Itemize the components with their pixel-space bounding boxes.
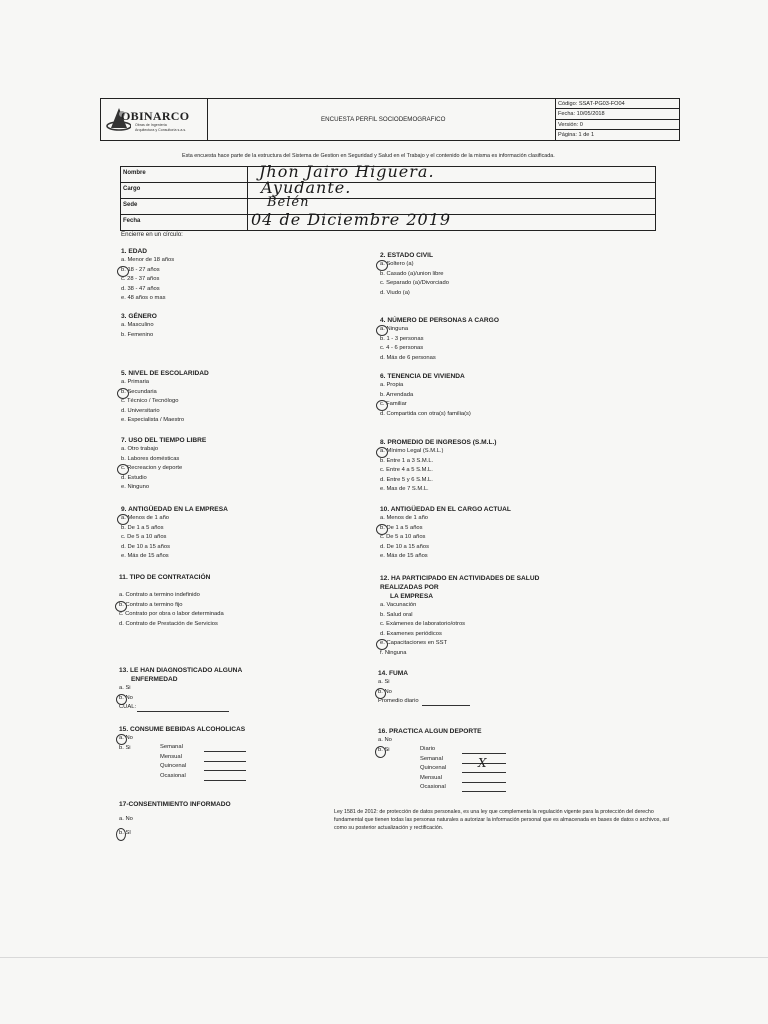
q6-opt-b[interactable]: b. Arrendada xyxy=(380,391,414,398)
cual-line xyxy=(137,711,229,712)
q7-title: 7. USO DEL TIEMPO LIBRE xyxy=(121,437,207,444)
selection-circle xyxy=(376,325,388,336)
question-5 xyxy=(121,369,209,426)
q1-opt-b[interactable] xyxy=(121,266,174,276)
sede-value[interactable]: Belén xyxy=(267,195,310,210)
q1-opt-b-label: b. 18 - 27 años xyxy=(121,266,160,273)
selection-circle xyxy=(376,400,388,411)
freq-line xyxy=(462,791,506,792)
q13-title-1: 13. LE HAN DIAGNOSTICADO ALGUNA xyxy=(119,667,243,674)
freq-line xyxy=(462,772,506,773)
codigo: Código: SSAT-PG03-FO04 xyxy=(556,99,680,109)
q16-opt-b-label: b. Si xyxy=(378,746,390,753)
q14-promedio-label: Promedio diario xyxy=(378,698,419,705)
instruction: Encierre en un círculo: xyxy=(121,231,183,238)
q15-freq-ocasional-label: Ocasional xyxy=(160,772,186,779)
selection-circle xyxy=(117,388,129,399)
q6-opt-a[interactable]: a. Propia xyxy=(380,382,404,388)
q9-opt-e[interactable]: e. Más de 15 años xyxy=(121,553,169,560)
q13-title-2: ENFERMEDAD xyxy=(131,676,178,683)
q8-opt-a-label: a. Mínimo Legal (S.M.L.) xyxy=(380,448,444,454)
q13-opt-b-label: b. No xyxy=(119,694,133,701)
fecha-label: Fecha xyxy=(123,218,141,224)
question-6 xyxy=(380,372,471,419)
document-header xyxy=(100,98,680,141)
q11-opt-b[interactable] xyxy=(119,601,224,611)
nombre-label: Nombre xyxy=(123,170,146,176)
q7-opt-c-label: c. Recreacion y deporte xyxy=(121,465,183,472)
q8-opt-e[interactable]: e. Mas de 7 S.M.L. xyxy=(380,486,429,493)
q5-opt-d[interactable]: d. Universitario xyxy=(121,407,160,414)
q16-opt-a[interactable]: a. No xyxy=(378,737,392,743)
freq-line xyxy=(204,761,246,762)
q2-opt-b[interactable]: b. Casado (a)/union libre xyxy=(380,270,444,277)
q15-freq-mensual[interactable] xyxy=(160,753,186,763)
q7-opt-c[interactable] xyxy=(121,464,206,474)
q14-title: 14. FUMA xyxy=(378,670,409,677)
logo-sub-2: Arquitectura y Consultoría s.a.s. xyxy=(135,127,187,132)
cargo-row xyxy=(121,178,655,199)
q4-opt-a-label: a. Ninguna xyxy=(380,326,409,332)
sede-label: Sede xyxy=(123,202,138,208)
question-1 xyxy=(121,247,174,304)
q15-freq-mensual-label: Mensual xyxy=(160,753,182,760)
question-2 xyxy=(380,251,449,298)
q16-freq-ocasional[interactable] xyxy=(420,783,446,793)
q8-title: 8. PROMEDIO DE INGRESOS (S.M.L.) xyxy=(380,439,497,446)
q2-opt-a-label: a. Soltero (a) xyxy=(380,261,414,267)
q10-opt-a[interactable]: a. Menos de 1 año xyxy=(380,515,429,521)
question-11 xyxy=(119,573,224,629)
q12-opt-b[interactable]: b. Salud oral xyxy=(380,611,413,618)
question-9 xyxy=(121,505,228,562)
fecha-doc: Fecha: 10/05/2018 xyxy=(556,109,680,119)
freq-line xyxy=(204,751,246,752)
q7-opt-a[interactable]: a. Otro trabajo xyxy=(121,446,159,452)
version: Versión: 0 xyxy=(556,120,680,130)
q2-opt-a[interactable] xyxy=(380,260,449,270)
q3-title: 3. GÉNERO xyxy=(121,313,157,320)
question-7 xyxy=(121,436,206,493)
q6-opt-c-label: c. Familiar xyxy=(380,401,407,408)
q7-opt-b[interactable]: b. Labores domésticas xyxy=(121,455,180,462)
q4-opt-b[interactable]: b. 1 - 3 personas xyxy=(380,335,424,342)
pagina: Página: 1 de 1 xyxy=(558,131,595,138)
question-8 xyxy=(380,438,497,495)
selection-circle xyxy=(376,447,388,458)
q5-opt-c[interactable]: c. Técnico / Tecnólogo xyxy=(121,398,179,405)
selection-circle xyxy=(115,601,127,612)
q14-promedio[interactable] xyxy=(378,697,419,707)
q5-opt-a[interactable]: a. Primaria xyxy=(121,379,150,385)
freq-line xyxy=(462,782,506,783)
q16-frequency xyxy=(420,745,487,793)
q7-opt-e[interactable]: e. Ninguno xyxy=(121,484,150,491)
q12-title-3: LA EMPRESA xyxy=(390,593,433,600)
selection-circle xyxy=(376,524,388,535)
document-control-cell xyxy=(555,99,680,140)
question-13 xyxy=(119,666,242,713)
selection-circle xyxy=(116,828,126,841)
q12-title-1: 12. HA PARTICIPADO EN ACTIVIDADES DE SALUD xyxy=(380,575,540,582)
q15-freq-quincenal[interactable] xyxy=(160,762,186,772)
q16-freq-diario[interactable] xyxy=(420,745,446,755)
q1-opt-a[interactable]: a. Menor de 18 años xyxy=(121,257,175,263)
fecha-row xyxy=(121,210,655,230)
question-14 xyxy=(378,669,419,707)
q4-opt-c[interactable]: c. 4 - 6 personas xyxy=(380,345,424,352)
question-17 xyxy=(119,800,231,838)
q17-title: 17-CONSENTIMIENTO INFORMADO xyxy=(119,801,231,808)
q6-opt-c[interactable] xyxy=(380,400,471,410)
q8-opt-b[interactable]: b. Entre 1 a 3 S.M.L. xyxy=(380,457,434,464)
intro-text: Esta encuesta hace parte de la estructura del Sistema de Gestion en Seguridad y Salud en el Trabajo y el contenido de la misma es información clasificada. xyxy=(182,153,555,159)
q9-opt-a-label: a. Menos de 1 año xyxy=(121,515,170,521)
q13-cual-label: CUAL: xyxy=(119,704,137,711)
q15-opt-a-label: a. No xyxy=(119,735,133,741)
q15-opt-b[interactable]: b. Si xyxy=(119,744,131,751)
q12-title-2: REALIZADAS POR xyxy=(380,584,439,591)
q12-opt-d[interactable]: d. Examenes periódicos xyxy=(380,630,442,637)
scan-edge-line xyxy=(0,957,768,958)
cargo-value[interactable]: Ayudante. xyxy=(261,178,352,197)
q17-opt-b-label: b. SI xyxy=(119,829,131,836)
q5-title: 5. NIVEL DE ESCOLARIDAD xyxy=(121,370,209,377)
logo-sub-1: Obras de Ingeniería xyxy=(135,123,167,127)
q15-freq-quincenal-label: Quincenal xyxy=(160,763,187,770)
selection-circle xyxy=(116,734,127,745)
q12-opt-f[interactable]: f. Ninguna xyxy=(380,649,407,656)
freq-line xyxy=(462,753,506,754)
q5-opt-e[interactable]: e. Especialista / Maestro xyxy=(121,417,185,424)
q16-freq-mensual[interactable] xyxy=(420,774,446,784)
q15-freq-semanal-label: Semanal xyxy=(160,744,183,750)
q2-title: 2. ESTADO CIVIL xyxy=(380,252,434,259)
nombre-value[interactable]: Jhon Jairo Higuera. xyxy=(259,162,435,181)
q13-opt-a[interactable]: a. Si xyxy=(119,685,131,691)
q16-freq-quincenal-label: Quincenal xyxy=(420,765,447,772)
promedio-line xyxy=(422,705,470,706)
cargo-label: Cargo xyxy=(123,186,141,192)
q11-opt-a[interactable]: a. Contrato a termino indefinido xyxy=(119,592,200,598)
q8-opt-c[interactable]: c. Entre 4 a 5 S.M.L. xyxy=(380,467,433,474)
q9-opt-d[interactable]: d. De 10 a 15 años xyxy=(121,543,170,550)
q12-opt-c[interactable]: c. Exámenes de laboratorio/otros xyxy=(380,621,466,628)
q16-freq-semanal-label: Semanal xyxy=(420,755,443,762)
q13-cual[interactable] xyxy=(119,703,242,713)
q4-opt-a[interactable] xyxy=(380,325,499,335)
q11-title: 11. TIPO DE CONTRATACIÓN xyxy=(119,574,211,581)
selection-circle xyxy=(117,464,129,475)
freq-line xyxy=(204,770,246,771)
q4-opt-d[interactable]: d. Más de 6 personas xyxy=(380,354,436,361)
question-3 xyxy=(121,312,157,340)
q12-opt-e-label: e. Capacitaciones en SST xyxy=(380,640,448,647)
q15-freq-ocasional[interactable] xyxy=(160,772,186,782)
identity-table xyxy=(120,162,656,231)
logo-subtitle xyxy=(135,123,186,132)
selection-circle xyxy=(117,266,129,277)
nombre-row xyxy=(121,162,655,183)
q16-title: 16. PRACTICA ALGUN DEPORTE xyxy=(378,728,482,735)
q9-opt-b[interactable]: b. De 1 a 5 años xyxy=(121,524,164,531)
question-4 xyxy=(380,316,499,363)
q15-freq-semanal[interactable] xyxy=(160,743,186,753)
q6-opt-d[interactable]: d. Compartida con otra(s) familia(s) xyxy=(380,410,471,417)
q9-opt-a[interactable] xyxy=(121,514,228,524)
ley-1581-notice: Ley 1581 de 2012: de protección de datos personales, es una ley que complementa la regulación vigente para la protección del derecho fundamental que tienen todas las personas naturales a autorizar la información personal que es almacenada en bases de datos o archivos, así como su posterior actualización y rectificación. xyxy=(334,809,670,831)
q9-title: 9. ANTIGÜEDAD EN LA EMPRESA xyxy=(121,506,228,513)
q2-opt-c[interactable]: c. Separado (a)/Divorciado xyxy=(380,280,449,287)
q8-opt-a[interactable] xyxy=(380,447,497,457)
q14-opt-b[interactable] xyxy=(378,688,419,698)
q7-opt-d[interactable]: d. Estudio xyxy=(121,474,147,481)
q1-title: 1. EDAD xyxy=(121,248,148,255)
q12-opt-e[interactable] xyxy=(380,639,539,649)
q16-freq-semanal[interactable] xyxy=(420,755,446,765)
selection-circle xyxy=(375,746,386,758)
q3-opt-b[interactable]: b. Femenino xyxy=(121,331,154,338)
q4-title: 4. NÚMERO DE PERSONAS A CARGO xyxy=(380,317,499,324)
q10-opt-e[interactable]: e. Más de 15 años xyxy=(380,553,428,560)
q10-opt-c[interactable]: c. De 5 a 10 años xyxy=(380,534,426,541)
q13-opt-b[interactable] xyxy=(119,694,242,704)
document-title: ENCUESTA PERFIL SOCIODEMOGRAFICO xyxy=(321,116,446,123)
q5-opt-b[interactable] xyxy=(121,388,209,398)
q15-frequency xyxy=(160,743,186,781)
q14-opt-b-label: b. No xyxy=(378,688,392,695)
q2-opt-d[interactable]: d. Viudo (a) xyxy=(380,289,410,296)
q1-opt-d[interactable]: d. 38 - 47 años xyxy=(121,285,160,292)
freq-line xyxy=(204,780,246,781)
q15-title: 15. CONSUME BEBIDAS ALCOHOLICAS xyxy=(119,726,246,733)
quincenal-mark: X xyxy=(478,756,487,771)
q17-opt-a[interactable]: a. No xyxy=(119,816,133,822)
q1-opt-c[interactable]: c. 28 - 37 años xyxy=(121,276,160,283)
q11-opt-d[interactable]: d. Contrato de Prestación de Servicios xyxy=(119,620,218,627)
logo-cell xyxy=(101,99,208,140)
q12-opt-a[interactable]: a. Vacunación xyxy=(380,602,417,608)
fecha-value[interactable]: 04 de Diciembre 2019 xyxy=(251,210,452,229)
q11-opt-c[interactable]: c. Contrato por obra o labor determinada xyxy=(119,611,224,618)
q10-opt-b-label: b. De 1 a 5 años xyxy=(380,524,423,531)
question-10 xyxy=(380,505,511,562)
q10-opt-b[interactable] xyxy=(380,524,511,534)
selection-circle xyxy=(376,639,388,650)
q3-opt-a[interactable]: a. Masculino xyxy=(121,322,154,328)
q8-opt-d[interactable]: d. Entre 5 y 6 S.M.L. xyxy=(380,476,433,483)
q17-opt-b[interactable] xyxy=(119,829,231,839)
q14-opt-a[interactable]: a. Si xyxy=(378,679,390,685)
q1-opt-e[interactable]: e. 48 años o mas xyxy=(121,295,166,302)
q5-opt-b-label: b. Secundaria xyxy=(121,388,157,395)
question-12 xyxy=(380,574,539,659)
q6-title: 6. TENENCIA DE VIVIENDA xyxy=(380,373,465,380)
q16-freq-diario-label: Diario xyxy=(420,746,436,752)
q16-freq-ocasional-label: Ocasional xyxy=(420,784,446,791)
selection-circle xyxy=(376,260,388,271)
q10-title: 10. ANTIGÜEDAD EN EL CARGO ACTUAL xyxy=(380,506,511,513)
q9-opt-c[interactable]: c. De 5 a 10 años xyxy=(121,534,167,541)
q10-opt-d[interactable]: d. De 10 a 15 años xyxy=(380,543,429,550)
q11-opt-b-label: b. Contrato a termino fijo xyxy=(119,601,183,608)
logo-name: OBINARCO xyxy=(121,109,190,123)
q16-freq-mensual-label: Mensual xyxy=(420,774,442,781)
selection-circle xyxy=(117,514,129,525)
